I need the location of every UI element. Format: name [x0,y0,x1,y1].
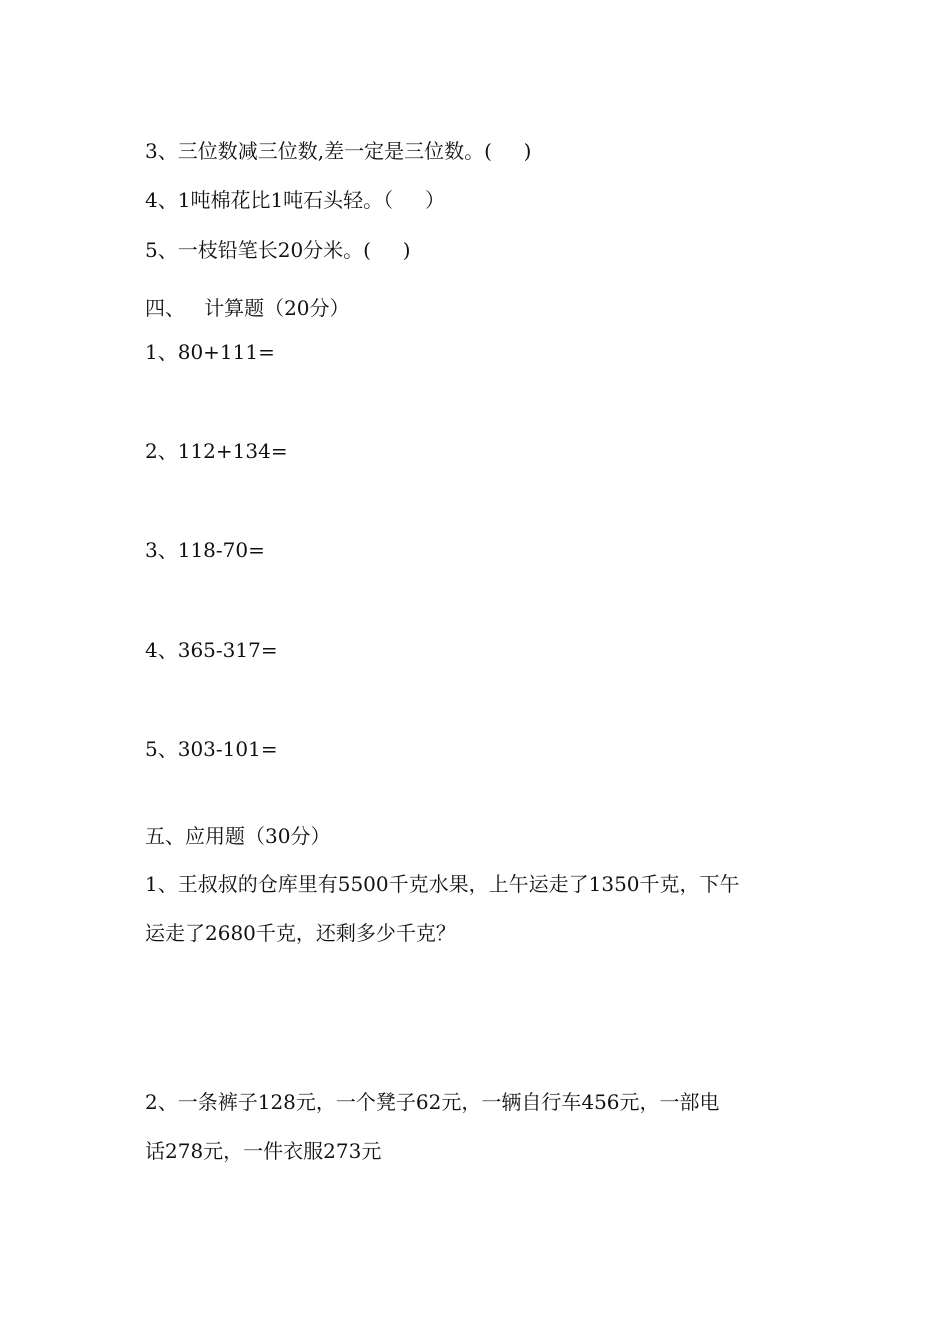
application-question-2-line-2: 话278元，一件衣服273元 [145,1139,382,1163]
calculation-item-1: 1、80+111= [145,340,275,364]
application-question-1-line-1: 1、王叔叔的仓库里有5500千克水果，上午运走了1350千克，下午 [145,872,740,896]
application-question-2-line-1: 2、一条裤子128元，一个凳子62元，一辆自行车456元，一部电 [145,1090,720,1114]
judgement-item-3: 3、三位数减三位数,差一定是三位数。( ) [145,139,532,163]
section-heading-application: 五、应用题（30分） [145,824,331,848]
calculation-item-3: 3、118-70= [145,538,265,562]
judgement-item-5: 5、一枝铅笔长20分米。( ) [145,238,411,262]
section-heading-calculation: 四、 计算题（20分） [145,296,350,320]
judgement-item-4: 4、1吨棉花比1吨石头轻。（ ） [145,188,445,212]
application-question-1-line-2: 运走了2680千克，还剩多少千克？ [145,921,456,945]
calculation-item-5: 5、303-101= [145,737,278,761]
calculation-item-4: 4、365-317= [145,638,278,662]
calculation-item-2: 2、112+134= [145,439,288,463]
